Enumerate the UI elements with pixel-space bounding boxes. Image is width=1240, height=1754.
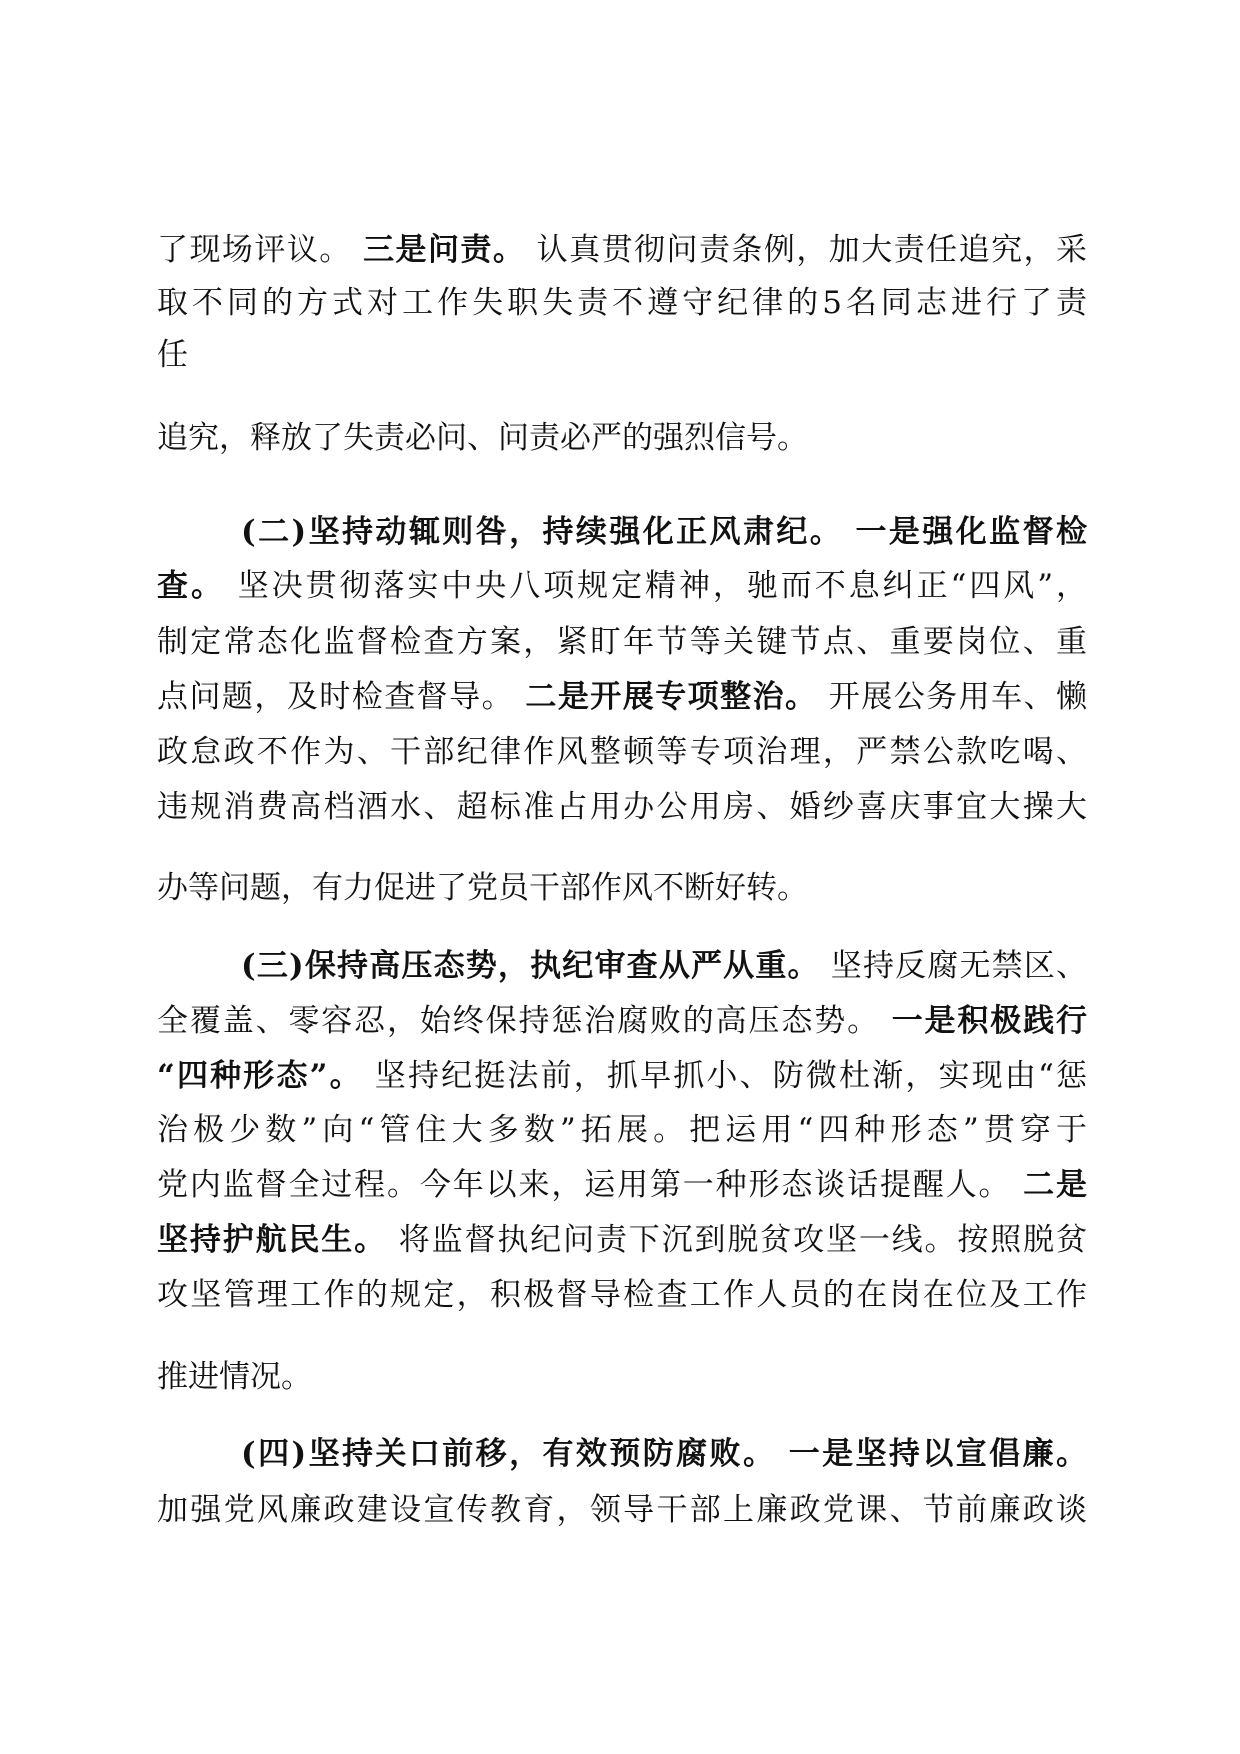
bold-heading-run: 查。 — [157, 568, 225, 604]
text-run: 坚决贯彻落实中央八项规定精神，驰而不息纠正“四风”， — [237, 568, 1087, 604]
paragraph-line — [157, 787, 1087, 827]
section-heading: (四)坚持关口前移，有效预防腐败。 — [241, 1436, 777, 1472]
paragraph-line — [157, 418, 1087, 458]
paragraph-line — [157, 1275, 1087, 1315]
paragraph-line — [157, 1165, 1087, 1205]
paragraph-line — [157, 732, 1087, 772]
text-run: 办等问题，有力促进了党员干部作风不断好转。 — [157, 870, 808, 906]
text-run: 追究，释放了失责必问、问责必严的强烈信号。 — [157, 420, 808, 456]
bold-heading-run: 二是 — [1023, 1167, 1087, 1203]
paragraph-line — [157, 1056, 1087, 1096]
paragraph-line — [157, 1220, 1087, 1260]
text-run: 点问题，及时检查督导。 — [157, 679, 515, 715]
text-run: 了现场评议。 — [157, 232, 352, 268]
paragraph-line — [157, 868, 1087, 908]
paragraph-line — [157, 1357, 1087, 1397]
bold-heading-run: 坚持护航民生。 — [157, 1222, 388, 1258]
bold-heading-run: 一是强化监督检 — [855, 514, 1087, 550]
paragraph-line — [157, 1110, 1087, 1150]
text-run: 认真贯彻问责条例，加大责任追究，采 — [536, 232, 1087, 268]
text-run: 违规消费高档酒水、超标准占用办公用房、婚纱喜庆事宜大操大 — [157, 789, 1087, 825]
text-run: 政怠政不作为、干部纪律作风整顿等专项治理，严禁公款吃喝、 — [157, 734, 1087, 770]
text-run: 开展公务用车、懒 — [828, 679, 1087, 715]
text-run: 坚持反腐无禁区、 — [830, 948, 1087, 984]
bold-heading-run: “四种形态”。 — [157, 1058, 363, 1094]
text-run: 治极少数”向“管住大多数”拓展。把运用“四种形态”贯穿于 — [157, 1112, 1087, 1148]
section-heading-line — [241, 946, 1087, 986]
text-run: 全覆盖、零容忍，始终保持惩治腐败的高压态势。 — [157, 1003, 880, 1039]
text-run: 制定常态化监督检查方案，紧盯年节等关键节点、重要岗位、重 — [157, 624, 1087, 660]
text-run: 坚持纪挺法前，抓早抓小、防微杜渐，实现由“惩 — [374, 1058, 1087, 1094]
bold-heading-run: 二是开展专项整治。 — [525, 679, 818, 715]
paragraph-line — [157, 622, 1087, 662]
paragraph-line — [157, 335, 1087, 375]
text-run: 取不同的方式对工作失职失责不遵守纪律的5名同志进行了责 — [157, 285, 1087, 321]
section-heading-line — [241, 512, 1087, 552]
bold-heading-run: 一是坚持以宣倡廉。 — [788, 1436, 1087, 1472]
text-run: 将监督执纪问责下沉到脱贫攻坚一线。按照脱贫 — [398, 1222, 1087, 1258]
section-heading: (三)保持高压态势，执纪审查从严从重。 — [241, 948, 820, 984]
paragraph-line — [157, 1490, 1087, 1530]
paragraph-line — [157, 1001, 1087, 1041]
paragraph-line — [157, 566, 1087, 606]
text-run: 攻坚管理工作的规定，积极督导检查工作人员的在岗在位及工作 — [157, 1277, 1087, 1313]
section-heading: (二)坚持动辄则咎，持续强化正风肃纪。 — [241, 514, 844, 550]
bold-heading-run: 三是问责。 — [363, 232, 526, 268]
bold-heading-run: 一是积极践行 — [891, 1003, 1087, 1039]
paragraph-line — [157, 283, 1087, 323]
paragraph-line — [157, 677, 1087, 717]
paragraph-line — [157, 230, 1087, 270]
text-run: 推进情况。 — [157, 1359, 312, 1395]
section-heading-line — [241, 1434, 1087, 1474]
text-run: 党内监督全过程。今年以来，运用第一种形态谈话提醒人。 — [157, 1167, 1012, 1203]
text-run: 任 — [157, 337, 188, 373]
text-run: 加强党风廉政建设宣传教育，领导干部上廉政党课、节前廉政谈 — [157, 1492, 1087, 1528]
